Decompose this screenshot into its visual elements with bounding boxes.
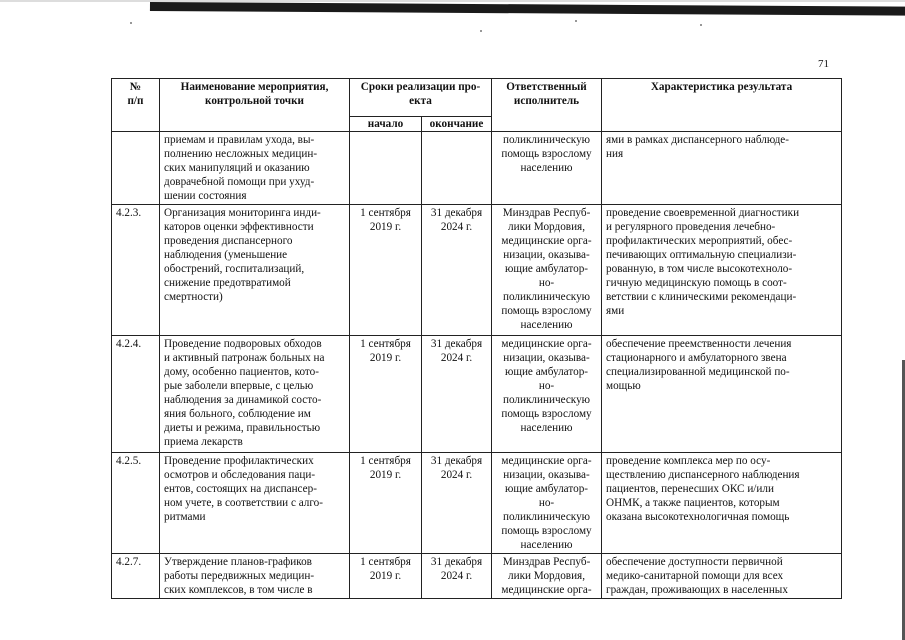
row-start: 1 сентября 2019 г. — [350, 453, 422, 554]
table-row — [112, 554, 842, 599]
row-executor: медицинские орга- низации, оказыва- ющие амбулатор- но- поликлиническую помощь взрослому населению — [492, 336, 602, 453]
header-name: Наименование мероприятия, контрольной точки — [160, 79, 350, 132]
table-row — [112, 336, 842, 453]
row-end: 31 декабря 2024 г. — [422, 205, 492, 336]
page-number: 71 — [818, 58, 829, 70]
row-end: 31 декабря 2024 г. — [422, 453, 492, 554]
table-row — [112, 453, 842, 554]
row-executor: Минздрав Респуб- лики Мордовия, медицинские орга- — [492, 554, 602, 599]
row-end — [422, 132, 492, 205]
header-start: начало — [350, 117, 422, 132]
scan-speck — [575, 20, 577, 22]
scan-speck — [700, 24, 702, 26]
header-executor: Ответственный исполнитель — [492, 79, 602, 132]
row-executor: Минздрав Респуб- лики Мордовия, медицинские орга- низации, оказыва- ющие амбулатор- но- поликлиническую помощь взрослому населению — [492, 205, 602, 336]
row-start: 1 сентября 2019 г. — [350, 554, 422, 599]
row-start — [350, 132, 422, 205]
row-num: 4.2.5. — [112, 453, 160, 554]
plan-table — [111, 78, 842, 599]
table-header-row — [112, 79, 842, 117]
row-result: проведение своевременной диагностики и регулярного проведения лечебно- профилактических мероприятий, обес- печивающих оптимальную специализи- рованную, в том числе высокотехноло- гичную медицинскую помощь в соот- ветствии с клиническими рекомендаци- ями — [602, 205, 842, 336]
row-result: обеспечение доступности первичной медико-санитарной помощи для всех граждан, проживающих в населенных — [602, 554, 842, 599]
row-num: 4.2.3. — [112, 205, 160, 336]
row-name: Утверждение планов-графиков работы передвижных медицин- ских комплексов, в том числе в — [160, 554, 350, 599]
row-end: 31 декабря 2024 г. — [422, 554, 492, 599]
row-result: проведение комплекса мер по осу- ществлению диспансерного наблюдения пациентов, перенесших ОКС и/или ОНМК, а также пациентов, которым оказана высокотехнологичная помощь — [602, 453, 842, 554]
scan-top-edge — [0, 0, 905, 2]
row-name: приемам и правилам ухода, вы- полнению несложных медицин- ских манипуляций и оказанию доврачебной помощи при ухуд- шении состояния — [160, 132, 350, 205]
row-num: 4.2.4. — [112, 336, 160, 453]
scan-dark-strip — [150, 2, 905, 16]
row-num: 4.2.7. — [112, 554, 160, 599]
row-result: ями в рамках диспансерного наблюде- ния — [602, 132, 842, 205]
header-result: Характеристика результата — [602, 79, 842, 132]
row-end: 31 декабря 2024 г. — [422, 336, 492, 453]
row-name: Проведение подворовых обходов и активный патронаж больных на дому, особенно пациентов, кото- рые заболели впервые, с целью наблюдения за динамикой состо- яния больного, соблюдение им диеты и режима, правильностью приема лекарств — [160, 336, 350, 453]
row-num — [112, 132, 160, 205]
row-name: Проведение профилактических осмотров и обследования паци- ентов, состоящих на диспансер- ном учете, в соответствии с алго- ритмами — [160, 453, 350, 554]
header-end: окончание — [422, 117, 492, 132]
scan-speck — [480, 30, 482, 32]
row-start: 1 сентября 2019 г. — [350, 336, 422, 453]
table-row — [112, 205, 842, 336]
row-result: обеспечение преемственности лечения стационарного и амбулаторного звена специализированной медицинской по- мощью — [602, 336, 842, 453]
row-start: 1 сентября 2019 г. — [350, 205, 422, 336]
row-executor: медицинские орга- низации, оказыва- ющие амбулатор- но- поликлиническую помощь взрослому населению — [492, 453, 602, 554]
row-name: Организация мониторинга инди- каторов оценки эффективности проведения диспансерного наблюдения (уменьшение обострений, госпитализаций, снижение предотвратимой смертности) — [160, 205, 350, 336]
header-num: № п/п — [112, 79, 160, 132]
header-terms: Сроки реализации про- екта — [350, 79, 492, 117]
scan-speck — [130, 22, 132, 24]
table-row — [112, 132, 842, 205]
row-executor: поликлиническую помощь взрослому населению — [492, 132, 602, 205]
